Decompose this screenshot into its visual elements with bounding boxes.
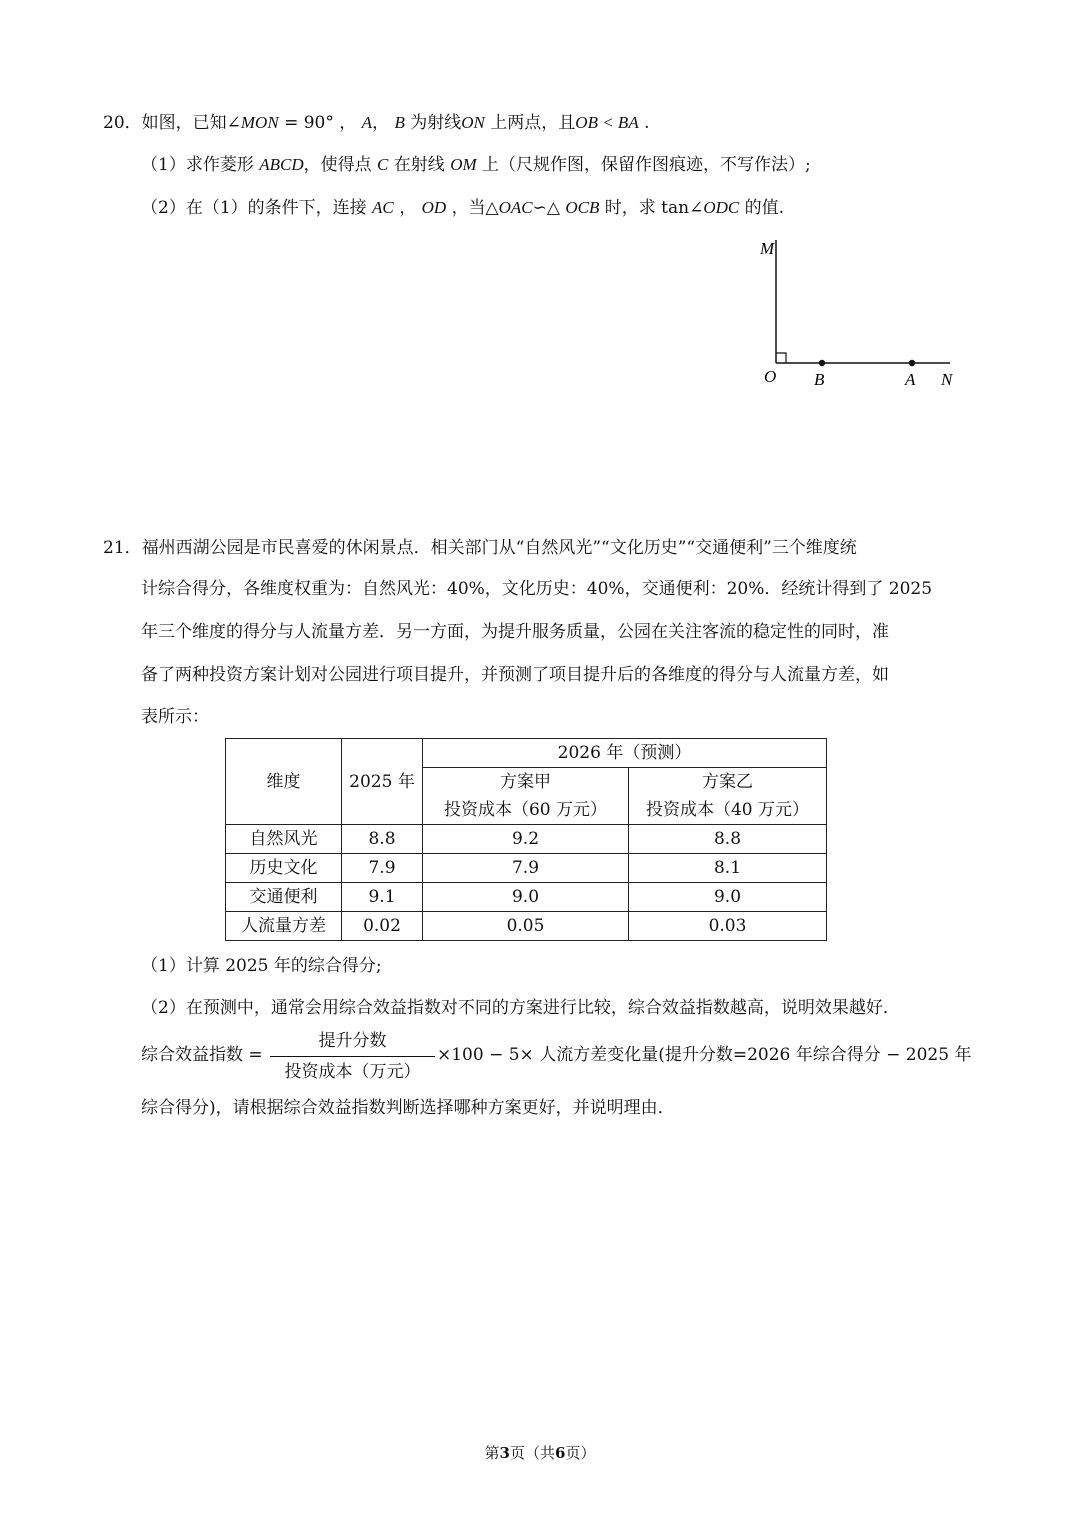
q20-segment-od: OD — [421, 198, 447, 217]
q21-line1: 21．福州西湖公园是市民喜爱的休闲景点．相关部门从“自然风光”“文化历史”“交通便利”三个维度统 — [103, 538, 857, 558]
q20-similar-symbol: ∽ — [532, 198, 547, 218]
q20-text: ，当△ — [451, 198, 499, 218]
page-footer — [0, 1442, 1080, 1463]
cell-dimension: 自然风光 — [226, 825, 342, 854]
q20-inequality: OB < BA — [575, 113, 639, 132]
cell-2025: 8.8 — [342, 825, 423, 854]
q20-stem — [103, 111, 650, 135]
header-2026: 2026 年（预测） — [423, 739, 827, 768]
formula-lhs: 综合效益指数 = — [141, 1045, 263, 1065]
cell-plan-a: 9.0 — [423, 883, 629, 912]
q21-line4: 备了两种投资方案计划对公园进行项目提升，并预测了项目提升后的各维度的得分与人流量方差，如 — [141, 665, 889, 685]
right-angle-mark — [776, 353, 786, 363]
label-o: O — [764, 367, 777, 386]
q20-part2 — [141, 196, 784, 220]
header-dimension: 维度 — [226, 739, 342, 825]
cell-plan-b: 8.1 — [629, 854, 827, 883]
q20-triangle-ocb: OCB — [565, 198, 600, 217]
plan-a-cost: 投资成本（60 万元） — [443, 800, 608, 820]
cell-dimension: 人流量方差 — [226, 912, 342, 941]
q20-triangle-oac: OAC — [498, 198, 533, 217]
table-row — [226, 825, 827, 854]
cell-2025: 9.1 — [342, 883, 423, 912]
label-b: B — [814, 370, 825, 389]
q20-text: （2）在（1）的条件下，连接 — [141, 198, 367, 218]
q20-point-b: B — [394, 113, 405, 132]
formula-denominator: 投资成本（万元） — [284, 1062, 421, 1082]
q20-angle-odc: ODC — [703, 198, 740, 217]
q20-text: 上（尺规作图，保留作图痕迹，不写作法）; — [482, 155, 811, 175]
q20-text: ， — [399, 198, 417, 218]
q20-angle: MON — [240, 113, 279, 132]
q20-ray-om: OM — [450, 155, 477, 174]
q20-text: 的值. — [744, 198, 785, 218]
q20-point-c: C — [377, 155, 389, 174]
fraction-bar — [270, 1056, 435, 1057]
table-row — [226, 883, 827, 912]
header-plan-a — [423, 768, 629, 825]
table-row — [226, 912, 827, 941]
q20-text: 如图，已知∠ — [141, 113, 241, 133]
q20-rhombus: ABCD — [259, 155, 304, 174]
q21-line5: 表所示： — [141, 707, 209, 727]
q21-part2-line3: 综合得分)，请根据综合效益指数判断选择哪种方案更好，并说明理由． — [141, 1098, 675, 1118]
q20-ray: ON — [461, 113, 485, 132]
q20-text: 时，求 tan∠ — [604, 198, 704, 218]
q21-line3: 年三个维度的得分与人流量方差．另一方面，为提升服务质量，公园在关注客流的稳定性的同时，准 — [141, 622, 889, 642]
footer-text: 页（共 — [509, 1444, 555, 1462]
q20-text: 在射线 — [393, 155, 445, 175]
table-header-row — [226, 739, 827, 768]
plan-a-label: 方案甲 — [500, 772, 551, 792]
q20-text: 为射线 — [410, 113, 462, 133]
q20-point-a: A — [361, 113, 373, 132]
cell-plan-b: 0.03 — [629, 912, 827, 941]
cell-plan-a: 9.2 — [423, 825, 629, 854]
table-row — [226, 854, 827, 883]
q21-line2: 计综合得分，各维度权重为：自然风光：40%，文化历史：40%，交通便利：20%．经统计得到了 2025 — [141, 579, 933, 599]
data-table — [225, 738, 827, 941]
point-a-dot — [909, 360, 915, 366]
q20-number: 20． — [103, 113, 142, 133]
point-b-dot — [819, 360, 825, 366]
footer-total-pages: 6 — [555, 1444, 566, 1462]
cell-plan-b: 8.8 — [629, 825, 827, 854]
plan-b-cost: 投资成本（40 万元） — [645, 800, 810, 820]
cell-plan-a: 7.9 — [423, 854, 629, 883]
header-plan-b — [629, 768, 827, 825]
cell-dimension: 历史文化 — [226, 854, 342, 883]
q21-part2-line1: （2）在预测中，通常会用综合效益指数对不同的方案进行比较，综合效益指数越高，说明效果越好． — [141, 998, 900, 1018]
q20-part1 — [141, 153, 811, 177]
q20-text: ，使得点 — [303, 155, 372, 175]
q20-text: ， — [372, 113, 390, 133]
footer-text: 页） — [565, 1444, 596, 1462]
formula-numerator: 提升分数 — [318, 1031, 387, 1051]
footer-text: 第 — [484, 1444, 500, 1462]
cell-2025: 7.9 — [342, 854, 423, 883]
q20-figure — [750, 230, 970, 400]
header-2025: 2025 年 — [342, 739, 423, 825]
formula-rhs: ×100 − 5× 人流方差变化量(提升分数=2026 年综合得分 − 2025 年 — [437, 1045, 972, 1065]
cell-2025: 0.02 — [342, 912, 423, 941]
cell-plan-b: 9.0 — [629, 883, 827, 912]
cell-plan-a: 0.05 — [423, 912, 629, 941]
q20-text: （1）求作菱形 — [141, 155, 254, 175]
cell-dimension: 交通便利 — [226, 883, 342, 912]
label-m: M — [760, 239, 775, 258]
right-angle-figure — [750, 230, 970, 400]
q21-part1: （1）计算 2025 年的综合得分; — [141, 956, 382, 976]
formula-fraction — [270, 1028, 435, 1085]
label-a: A — [905, 370, 916, 389]
footer-page-number: 3 — [499, 1444, 510, 1462]
q20-text: . — [644, 113, 650, 133]
q20-text: △ — [546, 198, 560, 218]
q20-text: = 90° ， — [278, 113, 357, 133]
plan-b-label: 方案乙 — [702, 772, 753, 792]
q20-segment-ac: AC — [372, 198, 394, 217]
q20-text: 上两点，且 — [490, 113, 576, 133]
label-n: N — [941, 370, 953, 389]
